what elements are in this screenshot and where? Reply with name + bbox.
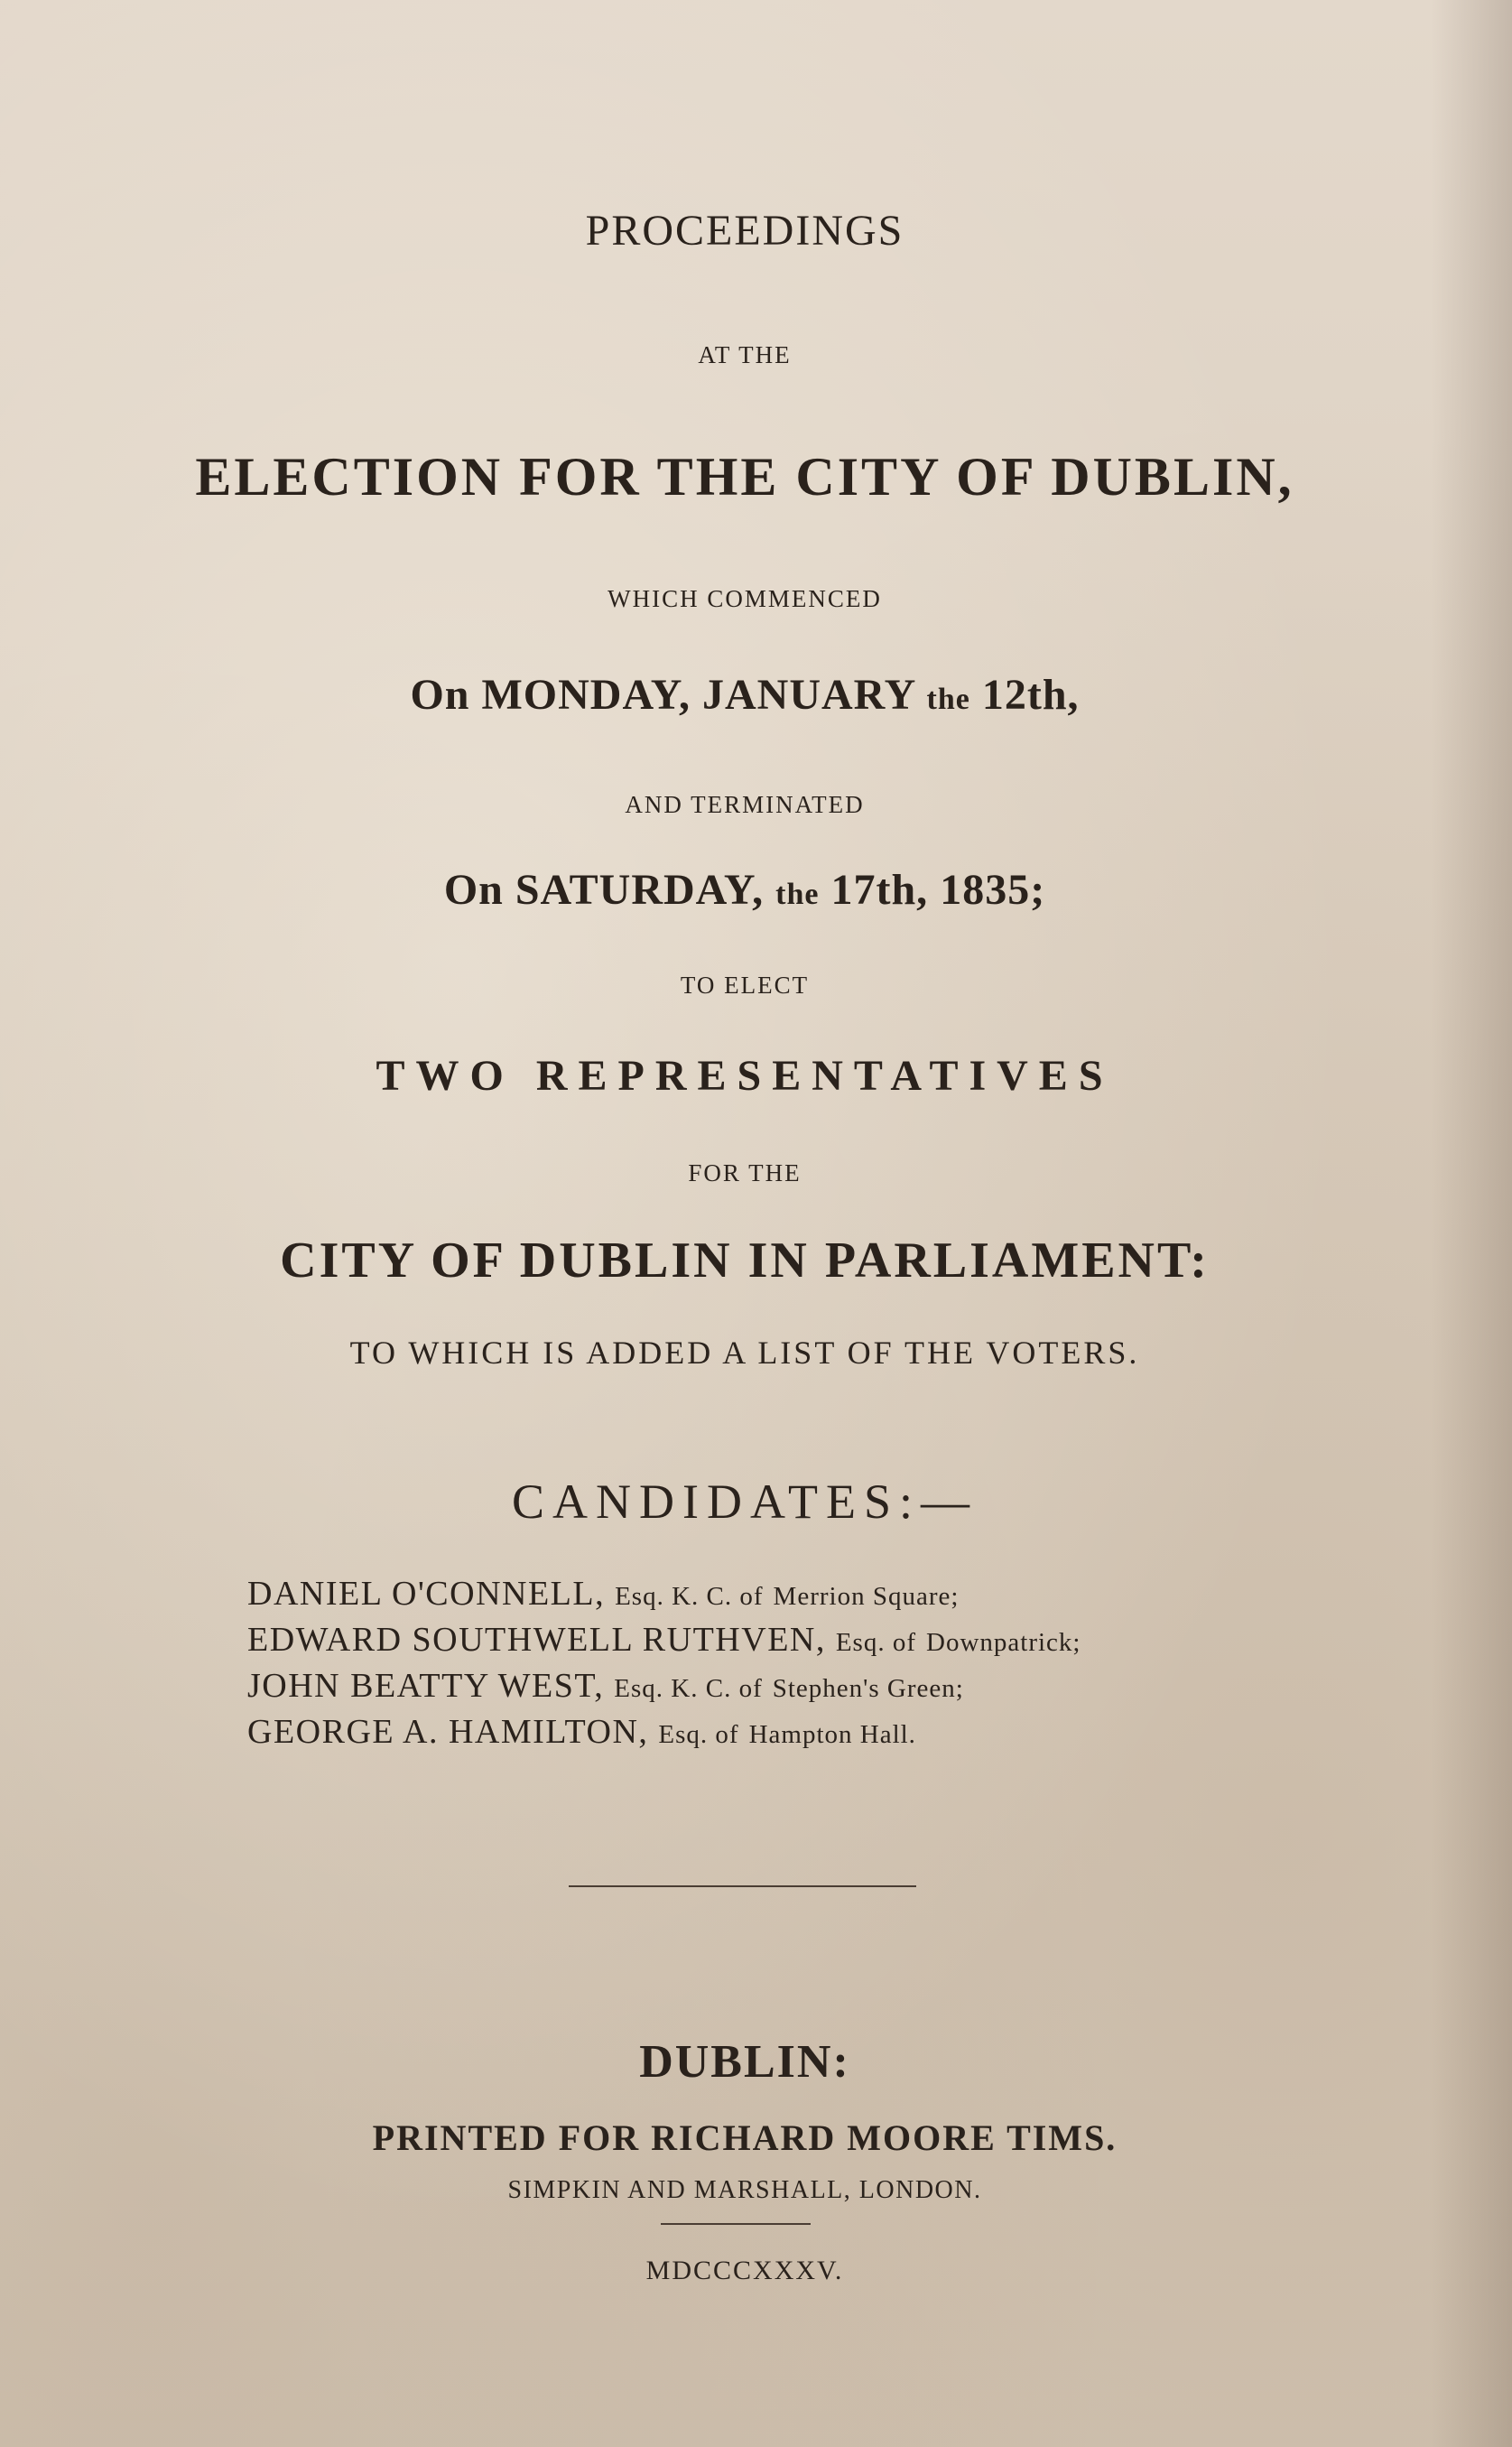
divider-rule — [569, 1885, 916, 1887]
terminated-the-word: the — [775, 878, 820, 911]
election-heading: ELECTION FOR THE CITY OF DUBLIN, — [195, 447, 1294, 507]
terminated-date-line — [0, 866, 1489, 914]
imprint-place: DUBLIN: — [639, 2036, 850, 2088]
candidates-list — [247, 1571, 1331, 1755]
commenced-weekday-month: MONDAY, JANUARY — [481, 671, 915, 719]
imprint-co-publisher: SIMPKIN AND MARSHALL, LONDON. — [507, 2176, 982, 2204]
candidate-entry — [247, 1571, 1331, 1617]
candidate-residence: Stephen's Green; — [772, 1674, 964, 1703]
commenced-date-line — [0, 671, 1489, 719]
commenced-on-word: On — [410, 671, 470, 719]
candidate-title: Esq. K. C. of — [615, 1582, 764, 1611]
terminated-year: 1835; — [940, 866, 1046, 914]
terminated-weekday: SATURDAY, — [515, 866, 765, 914]
candidate-title: Esq. of — [658, 1720, 739, 1749]
two-representatives-line: TWO REPRESENTATIVES — [376, 1052, 1114, 1100]
city-in-parliament-heading: CITY OF DUBLIN IN PARLIAMENT: — [280, 1233, 1210, 1289]
candidate-residence: Merrion Square; — [773, 1582, 960, 1611]
book-title: PROCEEDINGS — [585, 207, 904, 255]
candidate-name: JOHN BEATTY WEST, — [247, 1667, 605, 1705]
and-terminated-line: AND TERMINATED — [625, 791, 865, 818]
terminated-on-word: On — [443, 866, 504, 914]
terminated-day: 17th, — [830, 866, 929, 914]
candidate-residence: Downpatrick; — [926, 1628, 1081, 1657]
commenced-the-word: the — [926, 683, 970, 716]
commenced-day: 12th, — [981, 671, 1080, 719]
candidate-entry — [247, 1709, 1331, 1755]
imprint-year: MDCCCXXXV. — [645, 2256, 844, 2285]
candidates-heading: CANDIDATES:— — [511, 1475, 978, 1529]
candidate-title: Esq. K. C. of — [614, 1674, 763, 1703]
voters-list-note: TO WHICH IS ADDED A LIST OF THE VOTERS. — [349, 1335, 1140, 1371]
candidate-residence: Hampton Hall. — [748, 1720, 916, 1749]
candidate-name: DANIEL O'CONNELL, — [247, 1575, 606, 1613]
candidate-name: GEORGE A. HAMILTON, — [247, 1713, 649, 1751]
at-the-line: AT THE — [698, 341, 792, 368]
candidate-title: Esq. of — [835, 1628, 917, 1657]
candidate-entry — [247, 1663, 1331, 1709]
imprint-divider-rule — [661, 2223, 811, 2225]
imprint-printer: PRINTED FOR RICHARD MOORE TIMS. — [372, 2117, 1118, 2158]
to-elect-line: TO ELECT — [680, 972, 810, 999]
for-the-line: FOR THE — [688, 1159, 802, 1186]
candidate-name: EDWARD SOUTHWELL RUTHVEN, — [247, 1621, 826, 1659]
candidate-entry — [247, 1617, 1331, 1663]
which-commenced-line: WHICH COMMENCED — [608, 585, 882, 612]
